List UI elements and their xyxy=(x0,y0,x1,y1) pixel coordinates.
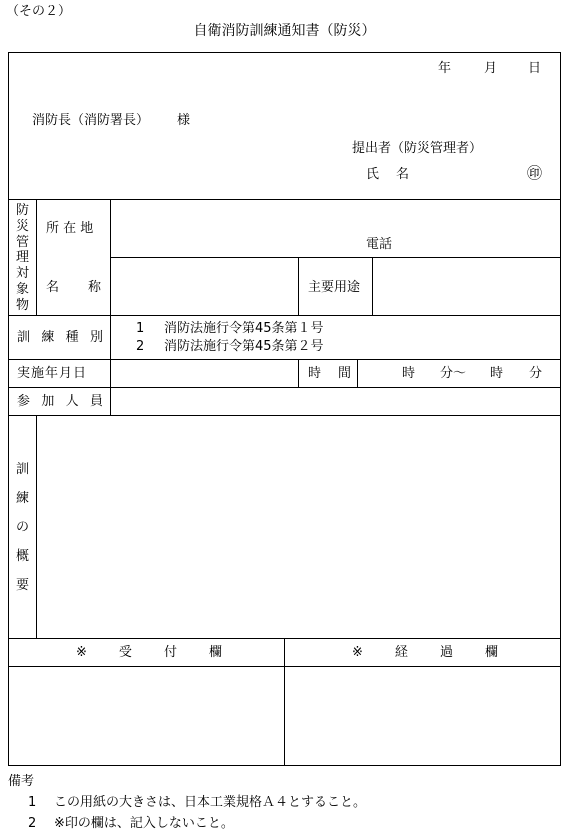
label-char: 要 xyxy=(15,578,29,593)
side-label-char: 管 xyxy=(15,234,29,250)
rule-name-main-use xyxy=(298,257,299,316)
label-char: 欄 xyxy=(208,645,222,660)
rule-time-label-right xyxy=(357,359,358,388)
submitter-label: 提出者（防災管理者） xyxy=(352,141,483,156)
time-end-hour-label: 時 xyxy=(490,366,504,381)
label-char: の xyxy=(15,520,29,535)
label-char: 種 xyxy=(65,330,79,345)
side-label-char: 災 xyxy=(15,219,29,235)
rule-main-use-value xyxy=(372,257,373,316)
form-title: 自衛消防訓練通知書（防災） xyxy=(193,23,376,39)
label-char: 概 xyxy=(15,549,29,564)
rule-training-type xyxy=(8,359,561,360)
label-char: ※ xyxy=(352,645,363,660)
time-label-2: 間 xyxy=(338,366,352,381)
seal-mark: ㊞ xyxy=(527,164,543,182)
side-label-char: 象 xyxy=(15,281,29,297)
label-char: 受 xyxy=(118,645,132,660)
location-label: 所 在 地 xyxy=(46,221,94,236)
label-char: 経 xyxy=(394,645,408,660)
label-char: 練 xyxy=(15,491,29,506)
participants-label xyxy=(17,395,103,408)
phone-label: 電話 xyxy=(366,237,393,252)
overview-side-label xyxy=(8,455,37,600)
target-building-side-label xyxy=(8,203,37,313)
time-start-hour-label: 時 xyxy=(402,366,416,381)
building-name-label-2: 称 xyxy=(88,280,102,295)
label-char: ※ xyxy=(76,645,87,660)
addressee-label: 消防長（消防署長） xyxy=(32,113,150,128)
label-char: 人 xyxy=(65,394,79,409)
label-char: 別 xyxy=(89,330,103,345)
training-option-2-num: 2 xyxy=(136,339,145,354)
label-char: 欄 xyxy=(484,645,498,660)
addressee-suffix: 様 xyxy=(177,113,191,128)
training-option-1-text: 消防法施行令第45条第１号 xyxy=(164,321,324,336)
rule-building xyxy=(8,315,561,316)
training-option-1-num: 1 xyxy=(136,321,145,336)
note-1-text: この用紙の大きさは、日本工業規格Ａ４とすること。 xyxy=(54,795,367,810)
rule-participants xyxy=(8,415,561,416)
rule-schedule xyxy=(8,387,561,388)
rule-office-divider xyxy=(284,638,285,766)
frame-left xyxy=(8,52,9,766)
side-label-char: 防 xyxy=(15,203,29,219)
date-year-label: 年 xyxy=(438,61,452,76)
frame-right xyxy=(560,52,561,766)
date-of-training-label: 実施年月日 xyxy=(17,366,88,381)
time-label-1: 時 xyxy=(308,366,322,381)
note-1-num: 1 xyxy=(28,795,37,810)
side-label-char: 物 xyxy=(15,297,29,313)
label-char: 訓 xyxy=(15,462,29,477)
label-char: 付 xyxy=(163,645,177,660)
label-char: 員 xyxy=(89,394,103,409)
rule-label-column xyxy=(110,199,111,416)
sheet-label: （その２） xyxy=(6,4,72,19)
note-2-text: ※印の欄は、記入しないこと。 xyxy=(54,816,234,831)
date-month-label: 月 xyxy=(484,61,498,76)
reception-column-label xyxy=(76,646,222,659)
label-char: 過 xyxy=(439,645,453,660)
training-type-label xyxy=(17,331,103,344)
rule-location xyxy=(110,257,561,258)
frame-top xyxy=(8,52,561,53)
label-char: 訓 xyxy=(17,330,31,345)
building-name-label-1: 名 xyxy=(46,280,60,295)
notes-heading: 備考 xyxy=(8,774,35,789)
rule-time-label-left xyxy=(298,359,299,388)
rule-top-section xyxy=(8,199,561,200)
label-char: 練 xyxy=(41,330,55,345)
note-2-num: 2 xyxy=(28,816,37,831)
side-label-char: 理 xyxy=(15,250,29,266)
training-option-2-text: 消防法施行令第45条第２号 xyxy=(164,339,324,354)
label-char: 加 xyxy=(41,394,55,409)
side-label-char: 対 xyxy=(15,266,29,282)
main-use-label: 主要用途 xyxy=(308,280,361,295)
name-label-2: 名 xyxy=(396,167,410,182)
time-start-minute-label: 分〜 xyxy=(440,366,467,381)
time-end-minute-label: 分 xyxy=(529,366,543,381)
progress-column-label xyxy=(352,646,498,659)
date-day-label: 日 xyxy=(528,61,542,76)
name-label-1: 氏 xyxy=(366,167,380,182)
label-char: 参 xyxy=(17,394,31,409)
